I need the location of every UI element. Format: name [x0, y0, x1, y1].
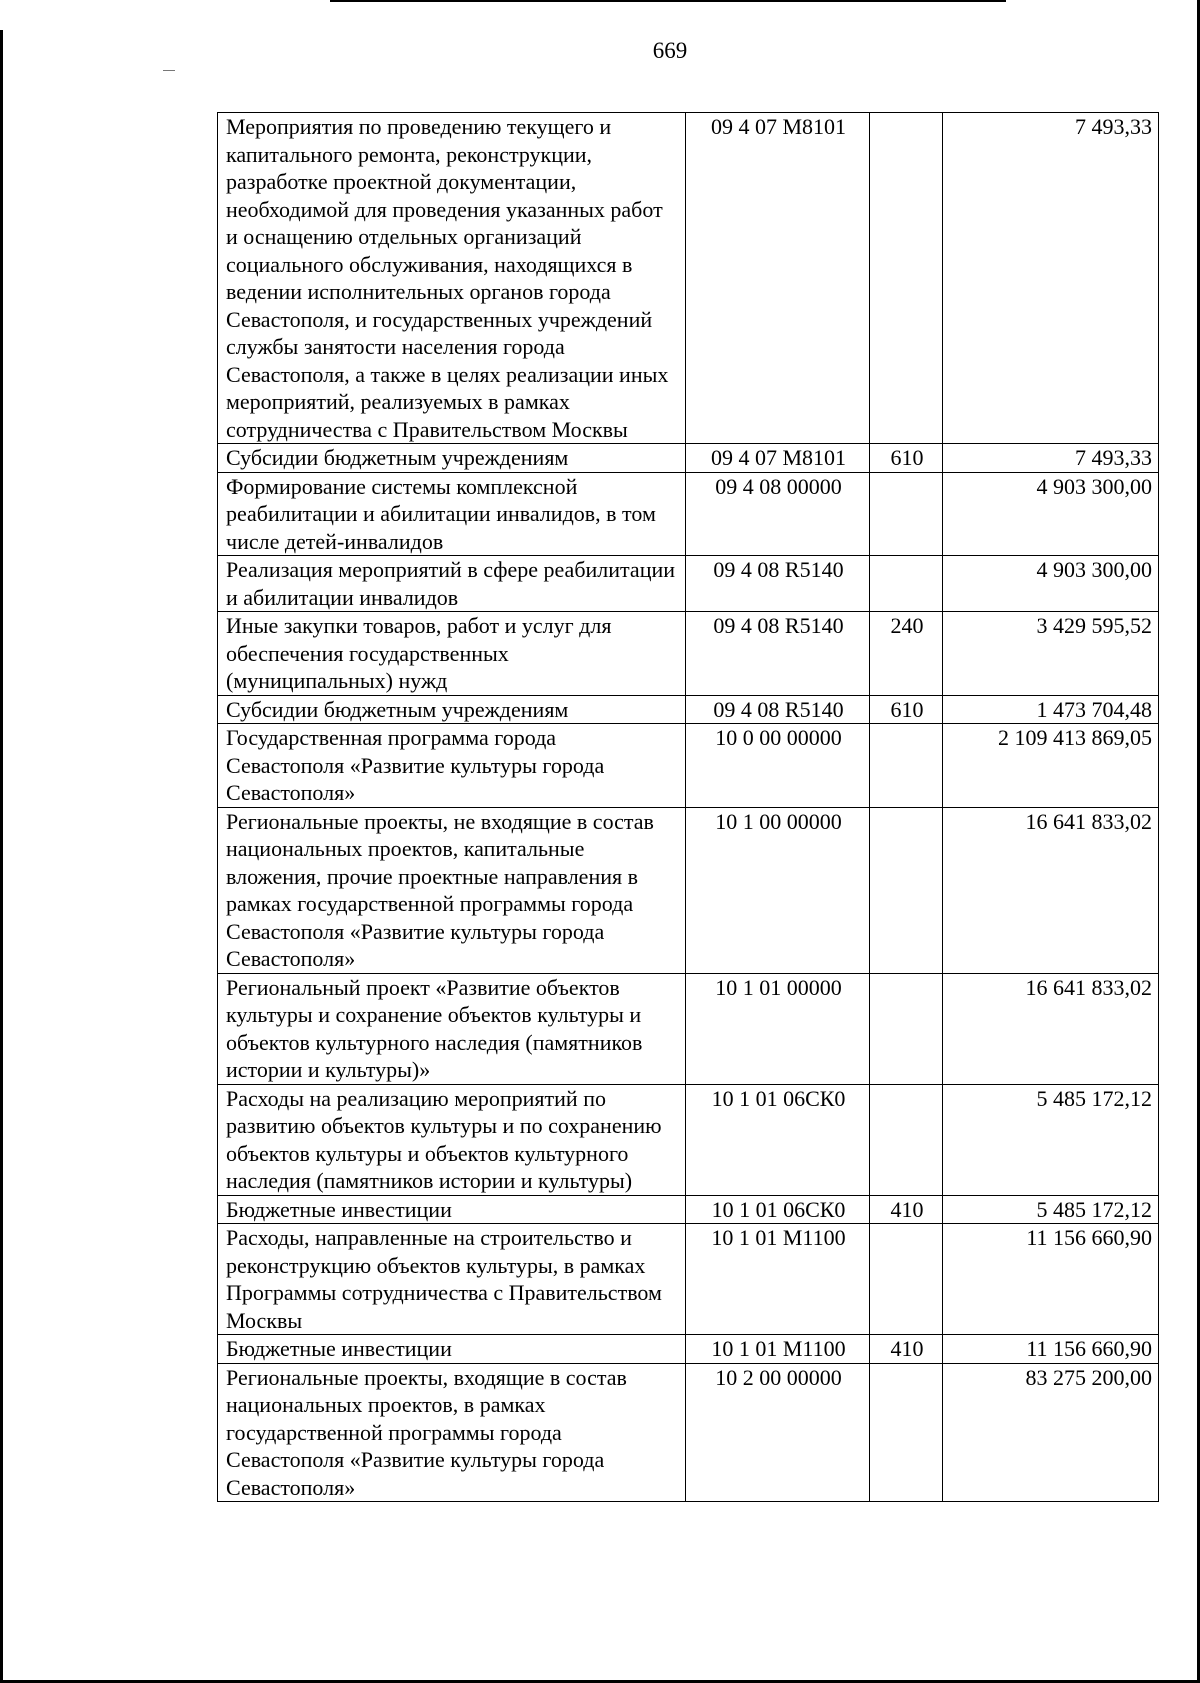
amount-cell: 3 429 595,52	[943, 612, 1159, 696]
expense-name-cell: Расходы, направленные на строительство и реконструкцию объектов культуры, в рамках Программы сотрудничества с Правительством Москвы	[218, 1224, 686, 1335]
expense-type-code-cell	[870, 472, 943, 556]
expense-type-code-cell: 610	[870, 695, 943, 724]
table-row	[218, 1195, 1159, 1224]
table-row	[218, 695, 1159, 724]
expense-name-cell: Мероприятия по проведению текущего и капитального ремонта, реконструкции, разработке проектной документации, необходимой для проведения указанных работ и оснащению отдельных организаций социального обслуживания, находящихся в ведении исполнительных органов города Севастополя, и государственных учреждений службы занятости населения города Севастополя, а также в целях реализации иных мероприятий, реализуемых в рамках сотрудничества с Правительством Москвы	[218, 113, 686, 444]
expense-name-cell: Иные закупки товаров, работ и услуг для обеспечения государственных (муниципальных) нужд	[218, 612, 686, 696]
target-article-code-cell: 09 4 08 R5140	[686, 612, 870, 696]
amount-cell: 7 493,33	[943, 113, 1159, 444]
expense-name-cell: Региональные проекты, входящие в состав национальных проектов, в рамках государственной программы города Севастополя «Развитие культуры города Севастополя»	[218, 1363, 686, 1502]
table-row	[218, 1363, 1159, 1502]
amount-cell: 1 473 704,48	[943, 695, 1159, 724]
table-row	[218, 1335, 1159, 1364]
expense-type-code-cell	[870, 973, 943, 1084]
scan-border-top	[330, 0, 1006, 2]
table-row	[218, 1224, 1159, 1335]
target-article-code-cell: 09 4 08 R5140	[686, 695, 870, 724]
amount-cell: 16 641 833,02	[943, 807, 1159, 973]
expense-name-cell: Региональные проекты, не входящие в состав национальных проектов, капитальные вложения, прочие проектные направления в рамках государственной программы города Севастополя «Развитие культуры города Севастополя»	[218, 807, 686, 973]
expense-name-cell: Формирование системы комплексной реабилитации и абилитации инвалидов, в том числе детей-инвалидов	[218, 472, 686, 556]
budget-table	[217, 112, 1159, 1502]
expense-name-cell: Бюджетные инвестиции	[218, 1195, 686, 1224]
table-row	[218, 472, 1159, 556]
expense-type-code-cell: 610	[870, 444, 943, 473]
table-row	[218, 724, 1159, 808]
scan-mark	[163, 70, 175, 71]
target-article-code-cell: 10 1 01 00000	[686, 973, 870, 1084]
target-article-code-cell: 10 2 00 00000	[686, 1363, 870, 1502]
target-article-code-cell: 10 1 01 M1100	[686, 1224, 870, 1335]
expense-type-code-cell: 410	[870, 1195, 943, 1224]
table-row	[218, 1084, 1159, 1195]
target-article-code-cell: 09 4 07 M8101	[686, 113, 870, 444]
target-article-code-cell: 09 4 08 00000	[686, 472, 870, 556]
expense-name-cell: Региональный проект «Развитие объектов культуры и сохранение объектов культуры и объектов культурного наследия (памятников истории и культуры)»	[218, 973, 686, 1084]
page-number: 669	[652, 38, 688, 63]
target-article-code-cell: 09 4 08 R5140	[686, 556, 870, 612]
expense-type-code-cell	[870, 807, 943, 973]
target-article-code-cell: 10 1 01 M1100	[686, 1335, 870, 1364]
expense-name-cell: Субсидии бюджетным учреждениям	[218, 444, 686, 473]
amount-cell: 16 641 833,02	[943, 973, 1159, 1084]
target-article-code-cell: 10 1 01 06СК0	[686, 1084, 870, 1195]
amount-cell: 4 903 300,00	[943, 472, 1159, 556]
table-row	[218, 973, 1159, 1084]
budget-table-body	[218, 113, 1159, 1502]
amount-cell: 5 485 172,12	[943, 1195, 1159, 1224]
target-article-code-cell: 10 1 01 06СК0	[686, 1195, 870, 1224]
amount-cell: 11 156 660,90	[943, 1335, 1159, 1364]
amount-cell: 5 485 172,12	[943, 1084, 1159, 1195]
expense-name-cell: Субсидии бюджетным учреждениям	[218, 695, 686, 724]
amount-cell: 11 156 660,90	[943, 1224, 1159, 1335]
expense-name-cell: Реализация мероприятий в сфере реабилитации и абилитации инвалидов	[218, 556, 686, 612]
expense-type-code-cell: 410	[870, 1335, 943, 1364]
amount-cell: 7 493,33	[943, 444, 1159, 473]
expense-name-cell: Бюджетные инвестиции	[218, 1335, 686, 1364]
scan-border-left	[0, 30, 3, 1683]
amount-cell: 4 903 300,00	[943, 556, 1159, 612]
table-row	[218, 556, 1159, 612]
amount-cell: 83 275 200,00	[943, 1363, 1159, 1502]
table-row	[218, 807, 1159, 973]
target-article-code-cell: 10 1 00 00000	[686, 807, 870, 973]
expense-name-cell: Государственная программа города Севастополя «Развитие культуры города Севастополя»	[218, 724, 686, 808]
target-article-code-cell: 09 4 07 M8101	[686, 444, 870, 473]
expense-name-cell: Расходы на реализацию мероприятий по развитию объектов культуры и по сохранению объектов культуры и объектов культурного наследия (памятников истории и культуры)	[218, 1084, 686, 1195]
expense-type-code-cell	[870, 556, 943, 612]
expense-type-code-cell	[870, 113, 943, 444]
target-article-code-cell: 10 0 00 00000	[686, 724, 870, 808]
amount-cell: 2 109 413 869,05	[943, 724, 1159, 808]
expense-type-code-cell	[870, 1224, 943, 1335]
expense-type-code-cell	[870, 724, 943, 808]
expense-type-code-cell	[870, 1084, 943, 1195]
expense-type-code-cell	[870, 1363, 943, 1502]
table-row	[218, 612, 1159, 696]
expense-type-code-cell: 240	[870, 612, 943, 696]
table-row	[218, 444, 1159, 473]
table-row	[218, 113, 1159, 444]
